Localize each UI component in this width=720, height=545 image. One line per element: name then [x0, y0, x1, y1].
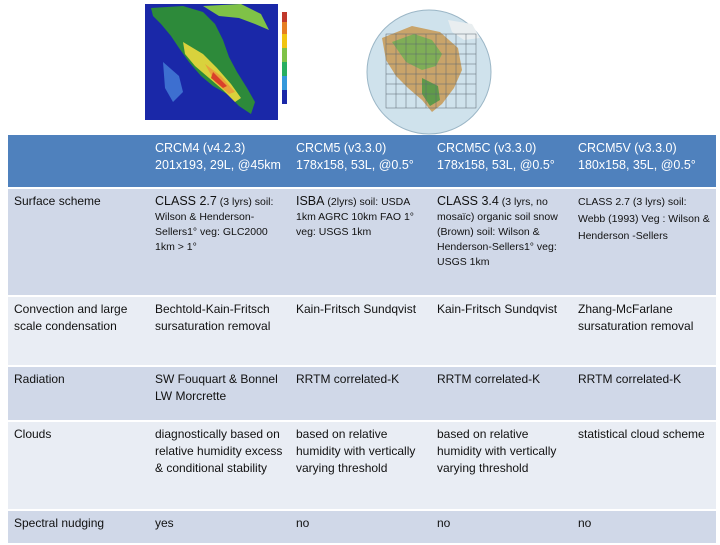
header-crcm4: [149, 135, 290, 188]
row-label: Spectral nudging: [8, 510, 149, 544]
row-label: Surface scheme: [8, 188, 149, 296]
cell-crcm4: diagnostically based on relative humidity excess & conditional stability: [149, 421, 290, 510]
cell-crcm5c: [431, 188, 572, 296]
cell-crcm5: no: [290, 510, 431, 544]
cell-crcm5: based on relative humidity with vertically varying threshold: [290, 421, 431, 510]
cell-crcm5: RRTM correlated-K: [290, 366, 431, 421]
header-crcm5c-name: CRCM5C (v3.3.0): [437, 141, 537, 155]
table-row-surface-scheme: [8, 188, 716, 296]
table-row-convection: [8, 296, 716, 366]
north-america-precipitation-map: [143, 2, 290, 122]
cell-lead: CLASS 3.4: [437, 194, 499, 208]
cell-small: CLASS 2.7 (3 lyrs) soil: Webb (1993) Veg : Wilson & Henderson -Sellers: [578, 196, 710, 242]
cell-small: (3 lyrs) soil:: [216, 196, 274, 208]
row-label: Convection and large scale condensation: [8, 296, 149, 366]
cell-crcm5c: no: [431, 510, 572, 544]
cell-rest: Wilson & Henderson-Sellers1° veg: GLC2000 1km > 1°: [155, 211, 268, 253]
cell-small: (2lyrs) soil: USDA: [324, 196, 411, 208]
cell-crcm4: SW Fouquart & Bonnel LW Morcrette: [149, 366, 290, 421]
table-header-row: [8, 135, 716, 188]
header-crcm4-grid: 201x193, 29L, @45km: [155, 158, 281, 172]
header-crcm5-grid: 178x158, 53L, @0.5°: [296, 158, 414, 172]
row-label: Clouds: [8, 421, 149, 510]
header-crcm5: [290, 135, 431, 188]
cell-crcm5v: no: [572, 510, 716, 544]
header-crcm5v: [572, 135, 716, 188]
globe-domain-grid-map: [362, 8, 496, 136]
header-crcm5c: [431, 135, 572, 188]
cell-crcm5c: Kain-Fritsch Sundqvist: [431, 296, 572, 366]
cell-crcm5v: [572, 188, 716, 296]
table-row-spectral-nudging: [8, 510, 716, 544]
header-corner-cell: [8, 135, 149, 188]
cell-crcm4: [149, 188, 290, 296]
table-row-clouds: [8, 421, 716, 510]
model-comparison-table: [8, 135, 716, 545]
header-crcm5-name: CRCM5 (v3.3.0): [296, 141, 387, 155]
header-crcm5v-name: CRCM5V (v3.3.0): [578, 141, 677, 155]
header-crcm5v-grid: 180x158, 35L, @0.5°: [578, 158, 696, 172]
cell-crcm5v: statistical cloud scheme: [572, 421, 716, 510]
cell-small: (3 lyrs, no: [498, 196, 548, 208]
header-crcm4-name: CRCM4 (v4.2.3): [155, 141, 246, 155]
cell-crcm5v: RRTM correlated-K: [572, 366, 716, 421]
cell-lead: CLASS 2.7: [155, 194, 217, 208]
cell-rest: 1km AGRC 10km FAO 1° veg: USGS 1km: [296, 211, 414, 238]
cell-crcm5: [290, 188, 431, 296]
cell-lead: ISBA: [296, 194, 325, 208]
cell-crcm4: yes: [149, 510, 290, 544]
row-label: Radiation: [8, 366, 149, 421]
cell-crcm5v: Zhang-McFarlane sursaturation removal: [572, 296, 716, 366]
cell-rest: mosaïc) organic soil snow (Brown) soil: Wilson & Henderson-Sellers1° veg: USGS 1km: [437, 211, 558, 268]
cell-crcm5: Kain-Fritsch Sundqvist: [290, 296, 431, 366]
header-crcm5c-grid: 178x158, 53L, @0.5°: [437, 158, 555, 172]
table-row-radiation: [8, 366, 716, 421]
cell-crcm5c: RRTM correlated-K: [431, 366, 572, 421]
cell-crcm4: Bechtold-Kain-Fritsch sursaturation removal: [149, 296, 290, 366]
cell-crcm5c: based on relative humidity with vertically varying threshold: [431, 421, 572, 510]
